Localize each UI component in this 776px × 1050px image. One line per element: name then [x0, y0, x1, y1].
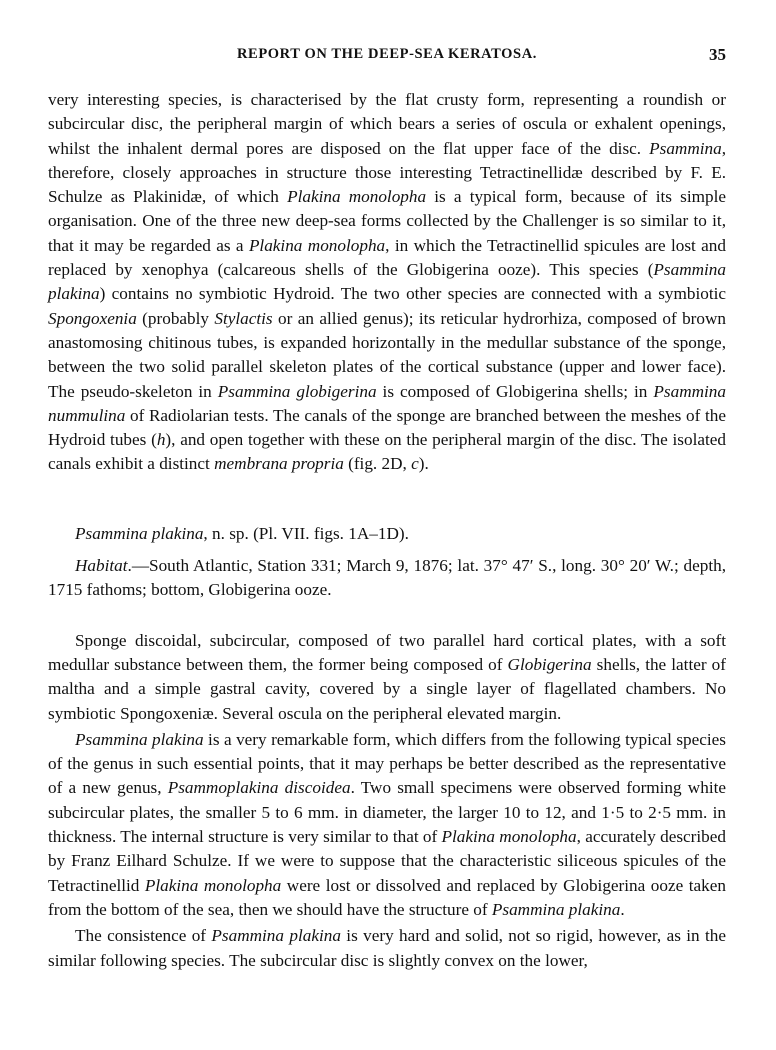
page-header: [48, 46, 726, 68]
text-run: is a typical form, because of its simple organisation. One of the three new deep-sea forms collected by the Challenger is so similar to it, that it may be regarded as a: [48, 187, 726, 255]
text-run: shells, the latter of maltha and a simple gastral cavity, covered by a single layer of flagellated chambers. No symbiotic Spongoxeniæ. Several oscula on the peripheral elevated margin.: [48, 654, 726, 723]
italic-text-run: Psammina: [649, 138, 722, 158]
italic-text-run: h: [156, 430, 166, 450]
italic-text-run: Psammina plakina: [75, 729, 204, 749]
italic-text-run: Psammina plakina: [75, 523, 204, 543]
text-run: (probably: [136, 308, 215, 328]
italic-text-run: Psammina nummulina: [48, 381, 726, 425]
text-run: is very hard and solid, not so rigid, however, as in the similar following species. The subcircular disc is slightly convex on the lower,: [48, 926, 727, 970]
text-run: Sponge discoidal, subcircular, composed of two parallel hard cortical plates, with a soft medullar substance between them, the former being composed of: [48, 630, 726, 674]
page-number: 35: [709, 45, 726, 64]
text-run: ), and open together with these on the peripheral margin of the disc. The isolated canals exhibit a distinct: [48, 430, 726, 474]
text-run: were lost or dissolved and replaced by Globigerina ooze taken from the bottom of the sea, then we should have the structure of: [48, 875, 726, 919]
text-run: or an allied genus); its reticular hydrorhiza, composed of brown anastomosing chitinous tubes, is expanded horizontally in the medullar substance of the sponge, between the two solid parallel skeleton plates of the cortical substance (upper and lower face). The pseudo-skeleton in: [48, 308, 726, 401]
text-run: very interesting species, is characterised by the flat crusty form, representing a roundish or subcircular disc, the peripheral margin of which bears a series of oscula or exhalent openings, whilst the inhalent dermal pores are disposed on the flat upper face of the disc.: [48, 90, 726, 158]
italic-text-run: Plakina monolopha: [287, 187, 427, 207]
italic-text-run: c: [411, 454, 419, 474]
italic-text-run: Habitat: [75, 556, 128, 576]
text-run: , therefore, closely approaches in structure those interesting Tetractinellidæ described by F. E. Schulze as Plakinidæ, of which: [48, 138, 726, 207]
italic-text-run: Psammina globigerina: [217, 381, 377, 401]
text-run: .—South Atlantic, Station 331; March 9, 1876; lat. 37° 47′ S., long. 30° 20′ W.; depth, 1715 fathoms; bottom, Globigerina ooze.: [48, 556, 726, 600]
text-run: , in which the Tetractinellid spicules are lost and replaced by xenophya (calcareous shells of the Globigerina ooze). This species (: [48, 235, 726, 280]
document-body: [48, 88, 726, 973]
consistence-paragraph: [48, 924, 726, 973]
text-run: , n. sp. (Pl. VII. figs. 1A–1D).: [203, 523, 409, 543]
text-run: .: [620, 899, 625, 919]
running-title: REPORT ON THE DEEP-SEA KERATOSA.: [236, 46, 538, 62]
italic-text-run: Stylactis: [214, 308, 273, 328]
description-paragraph: [48, 629, 726, 726]
italic-text-run: Spongoxenia: [48, 308, 137, 328]
italic-text-run: Plakina monolopha: [144, 875, 282, 895]
text-run: The consistence of: [75, 926, 212, 946]
italic-text-run: Psammina plakina: [211, 926, 341, 946]
text-run: is a very remarkable form, which differs from the following typical species of the genus in such essential points, that it may perhaps be better described as the representative of a new genus,: [48, 729, 726, 798]
italic-text-run: Plakina monolopha: [441, 827, 577, 847]
text-run: ).: [418, 454, 429, 474]
text-run: . Two small specimens were observed forming white subcircular plates, the smaller 5 to 6 mm. in diameter, the larger 10 to 12, and 1·5 to 2·5 mm. in thickness. The internal structure is very similar to that of: [48, 778, 726, 847]
italic-text-run: Plakina monolopha: [248, 235, 386, 255]
italic-text-run: membrana propria: [214, 454, 344, 474]
text-run: is composed of Globigerina shells; in: [376, 381, 654, 401]
italic-text-run: Psammoplakina discoidea: [167, 778, 351, 798]
habitat-paragraph: [48, 554, 726, 603]
paragraph-continued: [48, 88, 726, 477]
text-run: of Radiolarian tests. The canals of the sponge are branched between the meshes of the Hydroid tubes (: [48, 405, 726, 450]
species-heading: [48, 522, 726, 546]
italic-text-run: Globigerina: [507, 654, 592, 674]
italic-text-run: Psammina plakina: [491, 899, 621, 919]
italic-text-run: Psammina plakina: [48, 260, 726, 304]
text-run: (fig. 2D,: [343, 454, 412, 474]
text-run: ) contains no symbiotic Hydroid. The two other species are connected with a symbiotic: [99, 284, 726, 304]
text-run: , accurately described by Franz Eilhard Schulze. If we were to suppose that the characteristic siliceous spicules of the Tetractinellid: [48, 827, 726, 895]
discussion-paragraph: [48, 728, 726, 922]
